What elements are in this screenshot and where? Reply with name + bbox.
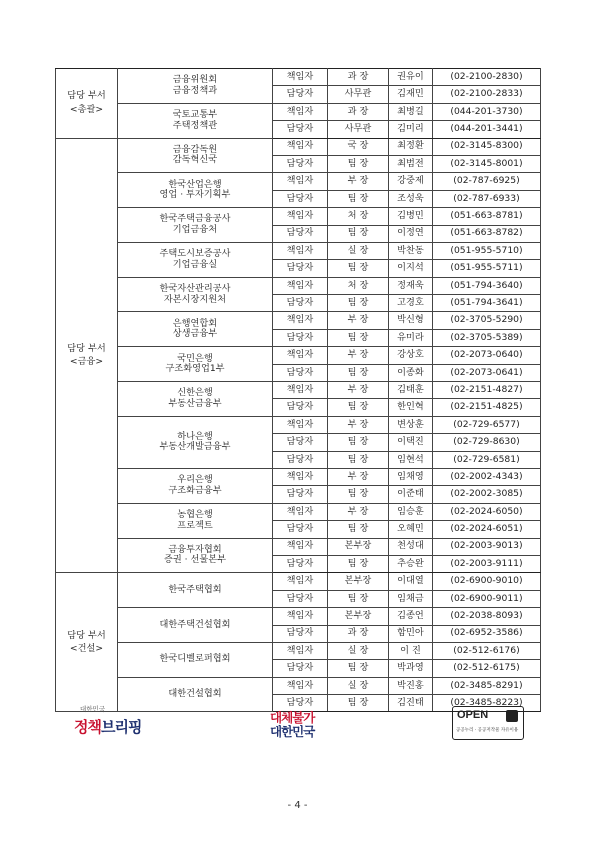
phone-cell: (02-3145-8300)	[433, 138, 541, 155]
role-cell: 책임자	[273, 503, 328, 520]
role-cell: 책임자	[273, 416, 328, 433]
person-icon	[506, 710, 518, 722]
phone-cell: (051-955-5711)	[433, 260, 541, 277]
contact-table-body	[56, 69, 541, 712]
org-name: 한국자산관리공사	[159, 283, 231, 294]
org-cell	[118, 242, 273, 277]
org-name: 구조화영업1부	[165, 363, 225, 375]
phone-cell: (02-3485-8291)	[433, 677, 541, 694]
org-name: 부동산개발금융부	[159, 441, 231, 453]
role-cell: 담당자	[273, 695, 328, 712]
org-name: 하나은행	[177, 430, 213, 442]
position-cell: 팀 장	[328, 364, 389, 381]
org-name: 금융감독원	[172, 143, 218, 155]
role-cell: 담당자	[273, 399, 328, 416]
role-cell: 담당자	[273, 295, 328, 312]
org-cell	[118, 208, 273, 243]
role-cell: 책임자	[273, 208, 328, 225]
phone-cell: (02-729-6577)	[433, 416, 541, 433]
name-cell: 최범전	[389, 155, 433, 172]
table-row	[56, 608, 541, 625]
policy-briefing-logo	[74, 704, 146, 742]
org-cell	[118, 312, 273, 347]
role-cell: 담당자	[273, 521, 328, 538]
position-cell: 팀 장	[328, 521, 389, 538]
org-name: 영업 · 투자기획부	[159, 189, 231, 201]
org-name: 한국주택협회	[168, 583, 222, 595]
position-cell: 팀 장	[328, 695, 389, 712]
name-cell: 최정환	[389, 138, 433, 155]
table-row	[56, 468, 541, 485]
table-row	[56, 573, 541, 590]
phone-cell: (02-2038-8093)	[433, 608, 541, 625]
org-name: 구조화금융부	[168, 484, 222, 496]
phone-cell: (02-512-6176)	[433, 642, 541, 659]
name-cell: 함민아	[389, 625, 433, 642]
position-cell: 본부장	[328, 608, 389, 625]
phone-cell: (02-3705-5290)	[433, 312, 541, 329]
dept-label: <금융>	[69, 356, 104, 368]
name-cell: 이종화	[389, 364, 433, 381]
role-cell: 담당자	[273, 590, 328, 607]
name-cell: 박과영	[389, 660, 433, 677]
role-cell: 담당자	[273, 486, 328, 503]
role-cell: 책임자	[273, 69, 328, 86]
name-cell: 임승훈	[389, 503, 433, 520]
position-cell: 처 장	[328, 277, 389, 294]
contact-table	[55, 68, 541, 712]
org-name: 증권 · 선물본부	[163, 554, 226, 566]
name-cell: 김진태	[389, 695, 433, 712]
table-row	[56, 69, 541, 86]
role-cell: 담당자	[273, 451, 328, 468]
name-cell: 고경호	[389, 295, 433, 312]
org-cell	[118, 173, 273, 208]
phone-cell: (02-2100-2830)	[433, 69, 541, 86]
phone-cell: (02-2003-9013)	[433, 538, 541, 555]
org-cell	[118, 642, 273, 677]
phone-cell: (02-3705-5389)	[433, 329, 541, 346]
role-cell: 책임자	[273, 138, 328, 155]
role-cell: 책임자	[273, 538, 328, 555]
role-cell: 담당자	[273, 86, 328, 103]
org-cell	[118, 138, 273, 173]
policy-briefing-logo-small: 대한민국	[80, 705, 106, 713]
phone-cell: (02-2003-9111)	[433, 555, 541, 572]
role-cell: 책임자	[273, 347, 328, 364]
name-cell: 김종언	[389, 608, 433, 625]
org-name: 대한주택건설협회	[159, 618, 231, 630]
phone-cell: (02-2073-0640)	[433, 347, 541, 364]
org-name: 자본시장지원처	[163, 293, 227, 305]
table-row	[56, 677, 541, 694]
position-cell: 팀 장	[328, 660, 389, 677]
open-license-subtext: 공공누리 · 공공저작물 자유이용	[456, 728, 519, 733]
org-name: 기업금융처	[172, 224, 218, 236]
policy-briefing-logo-title-b: 브리핑	[100, 718, 142, 736]
position-cell: 팀 장	[328, 451, 389, 468]
org-name: 농협은행	[177, 509, 213, 521]
role-cell: 담당자	[273, 260, 328, 277]
phone-cell: (02-2002-3085)	[433, 486, 541, 503]
dept-cell	[56, 573, 118, 712]
position-cell: 팀 장	[328, 555, 389, 572]
phone-cell: (02-2151-4827)	[433, 382, 541, 399]
phone-cell: (02-512-6175)	[433, 660, 541, 677]
org-cell	[118, 503, 273, 538]
phone-cell: (051-794-3641)	[433, 295, 541, 312]
org-name: 금융위원회	[172, 74, 218, 86]
role-cell: 담당자	[273, 329, 328, 346]
name-cell: 임채영	[389, 468, 433, 485]
org-cell	[118, 103, 273, 138]
role-cell: 책임자	[273, 277, 328, 294]
role-cell: 담당자	[273, 155, 328, 172]
org-name: 한국디벨로퍼협회	[159, 653, 231, 665]
org-cell	[118, 416, 273, 468]
name-cell: 정재욱	[389, 277, 433, 294]
name-cell: 강중제	[389, 173, 433, 190]
phone-cell: (02-2100-2833)	[433, 86, 541, 103]
phone-cell: (051-663-8781)	[433, 208, 541, 225]
role-cell: 책임자	[273, 242, 328, 259]
org-cell	[118, 538, 273, 573]
org-cell	[118, 382, 273, 417]
policy-briefing-logo-title-a: 정책	[74, 718, 101, 736]
table-row	[56, 312, 541, 329]
org-cell	[118, 573, 273, 608]
position-cell: 실 장	[328, 642, 389, 659]
dept-label: 담당 부서	[67, 342, 106, 354]
org-name: 대한건설협회	[168, 688, 222, 700]
name-cell: 강상호	[389, 347, 433, 364]
open-license-text: OPEN	[457, 709, 489, 721]
org-name: 한국산업은행	[168, 178, 222, 190]
table-row	[56, 173, 541, 190]
phone-cell: (02-787-6925)	[433, 173, 541, 190]
role-cell: 담당자	[273, 434, 328, 451]
org-name: 금융정책과	[172, 84, 218, 96]
table-row	[56, 642, 541, 659]
table-row	[56, 103, 541, 120]
role-cell: 담당자	[273, 555, 328, 572]
name-cell: 이정연	[389, 225, 433, 242]
name-cell: 박진홍	[389, 677, 433, 694]
position-cell: 부 장	[328, 503, 389, 520]
dept-label: <총괄>	[69, 104, 104, 116]
name-cell: 임채금	[389, 590, 433, 607]
position-cell: 부 장	[328, 173, 389, 190]
role-cell: 책임자	[273, 382, 328, 399]
position-cell: 처 장	[328, 208, 389, 225]
name-cell: 임현석	[389, 451, 433, 468]
position-cell: 팀 장	[328, 260, 389, 277]
phone-cell: (02-6900-9010)	[433, 573, 541, 590]
phone-cell: (051-794-3640)	[433, 277, 541, 294]
name-cell: 조성욱	[389, 190, 433, 207]
position-cell: 부 장	[328, 416, 389, 433]
phone-cell: (02-2024-6051)	[433, 521, 541, 538]
open-license-logo	[452, 706, 524, 740]
org-name: 국민은행	[177, 352, 213, 364]
name-cell: 박찬동	[389, 242, 433, 259]
role-cell: 책임자	[273, 642, 328, 659]
name-cell: 유미라	[389, 329, 433, 346]
table-row	[56, 538, 541, 555]
org-name: 국토교통부	[172, 109, 218, 121]
position-cell: 팀 장	[328, 295, 389, 312]
phone-cell: (051-955-5710)	[433, 242, 541, 259]
org-name: 상생금융부	[172, 328, 218, 340]
role-cell: 책임자	[273, 677, 328, 694]
name-cell: 천성대	[389, 538, 433, 555]
name-cell: 김재민	[389, 86, 433, 103]
role-cell: 담당자	[273, 121, 328, 138]
table-row	[56, 382, 541, 399]
org-name: 주택도시보증공사	[159, 248, 231, 260]
table-row	[56, 277, 541, 294]
name-cell: 이택진	[389, 434, 433, 451]
org-cell	[118, 69, 273, 104]
position-cell: 팀 장	[328, 590, 389, 607]
phone-cell: (02-2073-0641)	[433, 364, 541, 381]
org-name: 은행연합회	[172, 317, 218, 329]
dept-cell	[56, 69, 118, 139]
org-cell	[118, 347, 273, 382]
name-cell: 김태훈	[389, 382, 433, 399]
org-name: 우리은행	[177, 474, 213, 486]
role-cell: 책임자	[273, 173, 328, 190]
phone-cell: (02-787-6933)	[433, 190, 541, 207]
org-name: 프로젝트	[177, 519, 213, 531]
name-cell: 이지석	[389, 260, 433, 277]
table-row	[56, 242, 541, 259]
org-name: 한국주택금융공사	[159, 213, 231, 225]
position-cell: 팀 장	[328, 434, 389, 451]
position-cell: 팀 장	[328, 399, 389, 416]
position-cell: 팀 장	[328, 190, 389, 207]
position-cell: 과 장	[328, 625, 389, 642]
org-cell	[118, 277, 273, 312]
org-name: 금융투자협회	[168, 543, 222, 555]
table-row	[56, 138, 541, 155]
phone-cell: (02-3145-8001)	[433, 155, 541, 172]
role-cell: 책임자	[273, 312, 328, 329]
korea-slogan-logo	[262, 702, 334, 744]
org-name: 신한은행	[177, 387, 213, 399]
name-cell: 권유이	[389, 69, 433, 86]
phone-cell: (02-729-8630)	[433, 434, 541, 451]
position-cell: 부 장	[328, 468, 389, 485]
role-cell: 담당자	[273, 364, 328, 381]
phone-cell: (044-201-3730)	[433, 103, 541, 120]
policy-briefing-logo-title	[74, 716, 141, 737]
table-row	[56, 416, 541, 433]
position-cell: 팀 장	[328, 486, 389, 503]
phone-cell: (02-3485-8223)	[433, 695, 541, 712]
role-cell: 담당자	[273, 625, 328, 642]
role-cell: 담당자	[273, 225, 328, 242]
name-cell: 김미리	[389, 121, 433, 138]
phone-cell: (02-729-6581)	[433, 451, 541, 468]
name-cell: 추승완	[389, 555, 433, 572]
position-cell: 부 장	[328, 382, 389, 399]
position-cell: 실 장	[328, 677, 389, 694]
phone-cell: (02-6952-3586)	[433, 625, 541, 642]
page-number: - 4 -	[287, 800, 308, 811]
position-cell: 팀 장	[328, 225, 389, 242]
role-cell: 담당자	[273, 190, 328, 207]
name-cell: 오혜민	[389, 521, 433, 538]
position-cell: 실 장	[328, 242, 389, 259]
org-cell	[118, 608, 273, 643]
position-cell: 부 장	[328, 312, 389, 329]
role-cell: 책임자	[273, 608, 328, 625]
dept-label: <건설>	[69, 643, 104, 655]
org-cell	[118, 468, 273, 503]
position-cell: 과 장	[328, 103, 389, 120]
position-cell: 과 장	[328, 69, 389, 86]
table-row	[56, 208, 541, 225]
name-cell: 이대열	[389, 573, 433, 590]
role-cell: 담당자	[273, 660, 328, 677]
position-cell: 팀 장	[328, 329, 389, 346]
org-name: 부동산금융부	[168, 397, 222, 409]
phone-cell: (044-201-3441)	[433, 121, 541, 138]
phone-cell: (02-2151-4825)	[433, 399, 541, 416]
role-cell: 책임자	[273, 573, 328, 590]
phone-cell: (051-663-8782)	[433, 225, 541, 242]
footer-logos	[0, 700, 595, 745]
dept-cell	[56, 138, 118, 573]
phone-cell: (02-6900-9011)	[433, 590, 541, 607]
role-cell: 책임자	[273, 103, 328, 120]
position-cell: 사무관	[328, 86, 389, 103]
org-name: 감독혁신국	[172, 154, 218, 166]
role-cell: 책임자	[273, 468, 328, 485]
name-cell: 변상훈	[389, 416, 433, 433]
position-cell: 팀 장	[328, 155, 389, 172]
org-name: 주택정책관	[172, 119, 218, 131]
table-row	[56, 347, 541, 364]
position-cell: 본부장	[328, 573, 389, 590]
position-cell: 국 장	[328, 138, 389, 155]
phone-cell: (02-2024-6050)	[433, 503, 541, 520]
position-cell: 본부장	[328, 538, 389, 555]
dept-label: 담당 부서	[67, 90, 106, 102]
org-name: 기업금융실	[172, 258, 218, 270]
korea-slogan-line2: 대한민국	[270, 724, 315, 739]
name-cell: 박신형	[389, 312, 433, 329]
name-cell: 김병민	[389, 208, 433, 225]
position-cell: 부 장	[328, 347, 389, 364]
name-cell: 이 진	[389, 642, 433, 659]
phone-cell: (02-2002-4343)	[433, 468, 541, 485]
korea-slogan-line1: 대체불가	[270, 710, 315, 725]
name-cell: 한인혁	[389, 399, 433, 416]
name-cell: 이준태	[389, 486, 433, 503]
dept-label: 담당 부서	[67, 629, 106, 641]
name-cell: 최병길	[389, 103, 433, 120]
table-row	[56, 503, 541, 520]
position-cell: 사무관	[328, 121, 389, 138]
